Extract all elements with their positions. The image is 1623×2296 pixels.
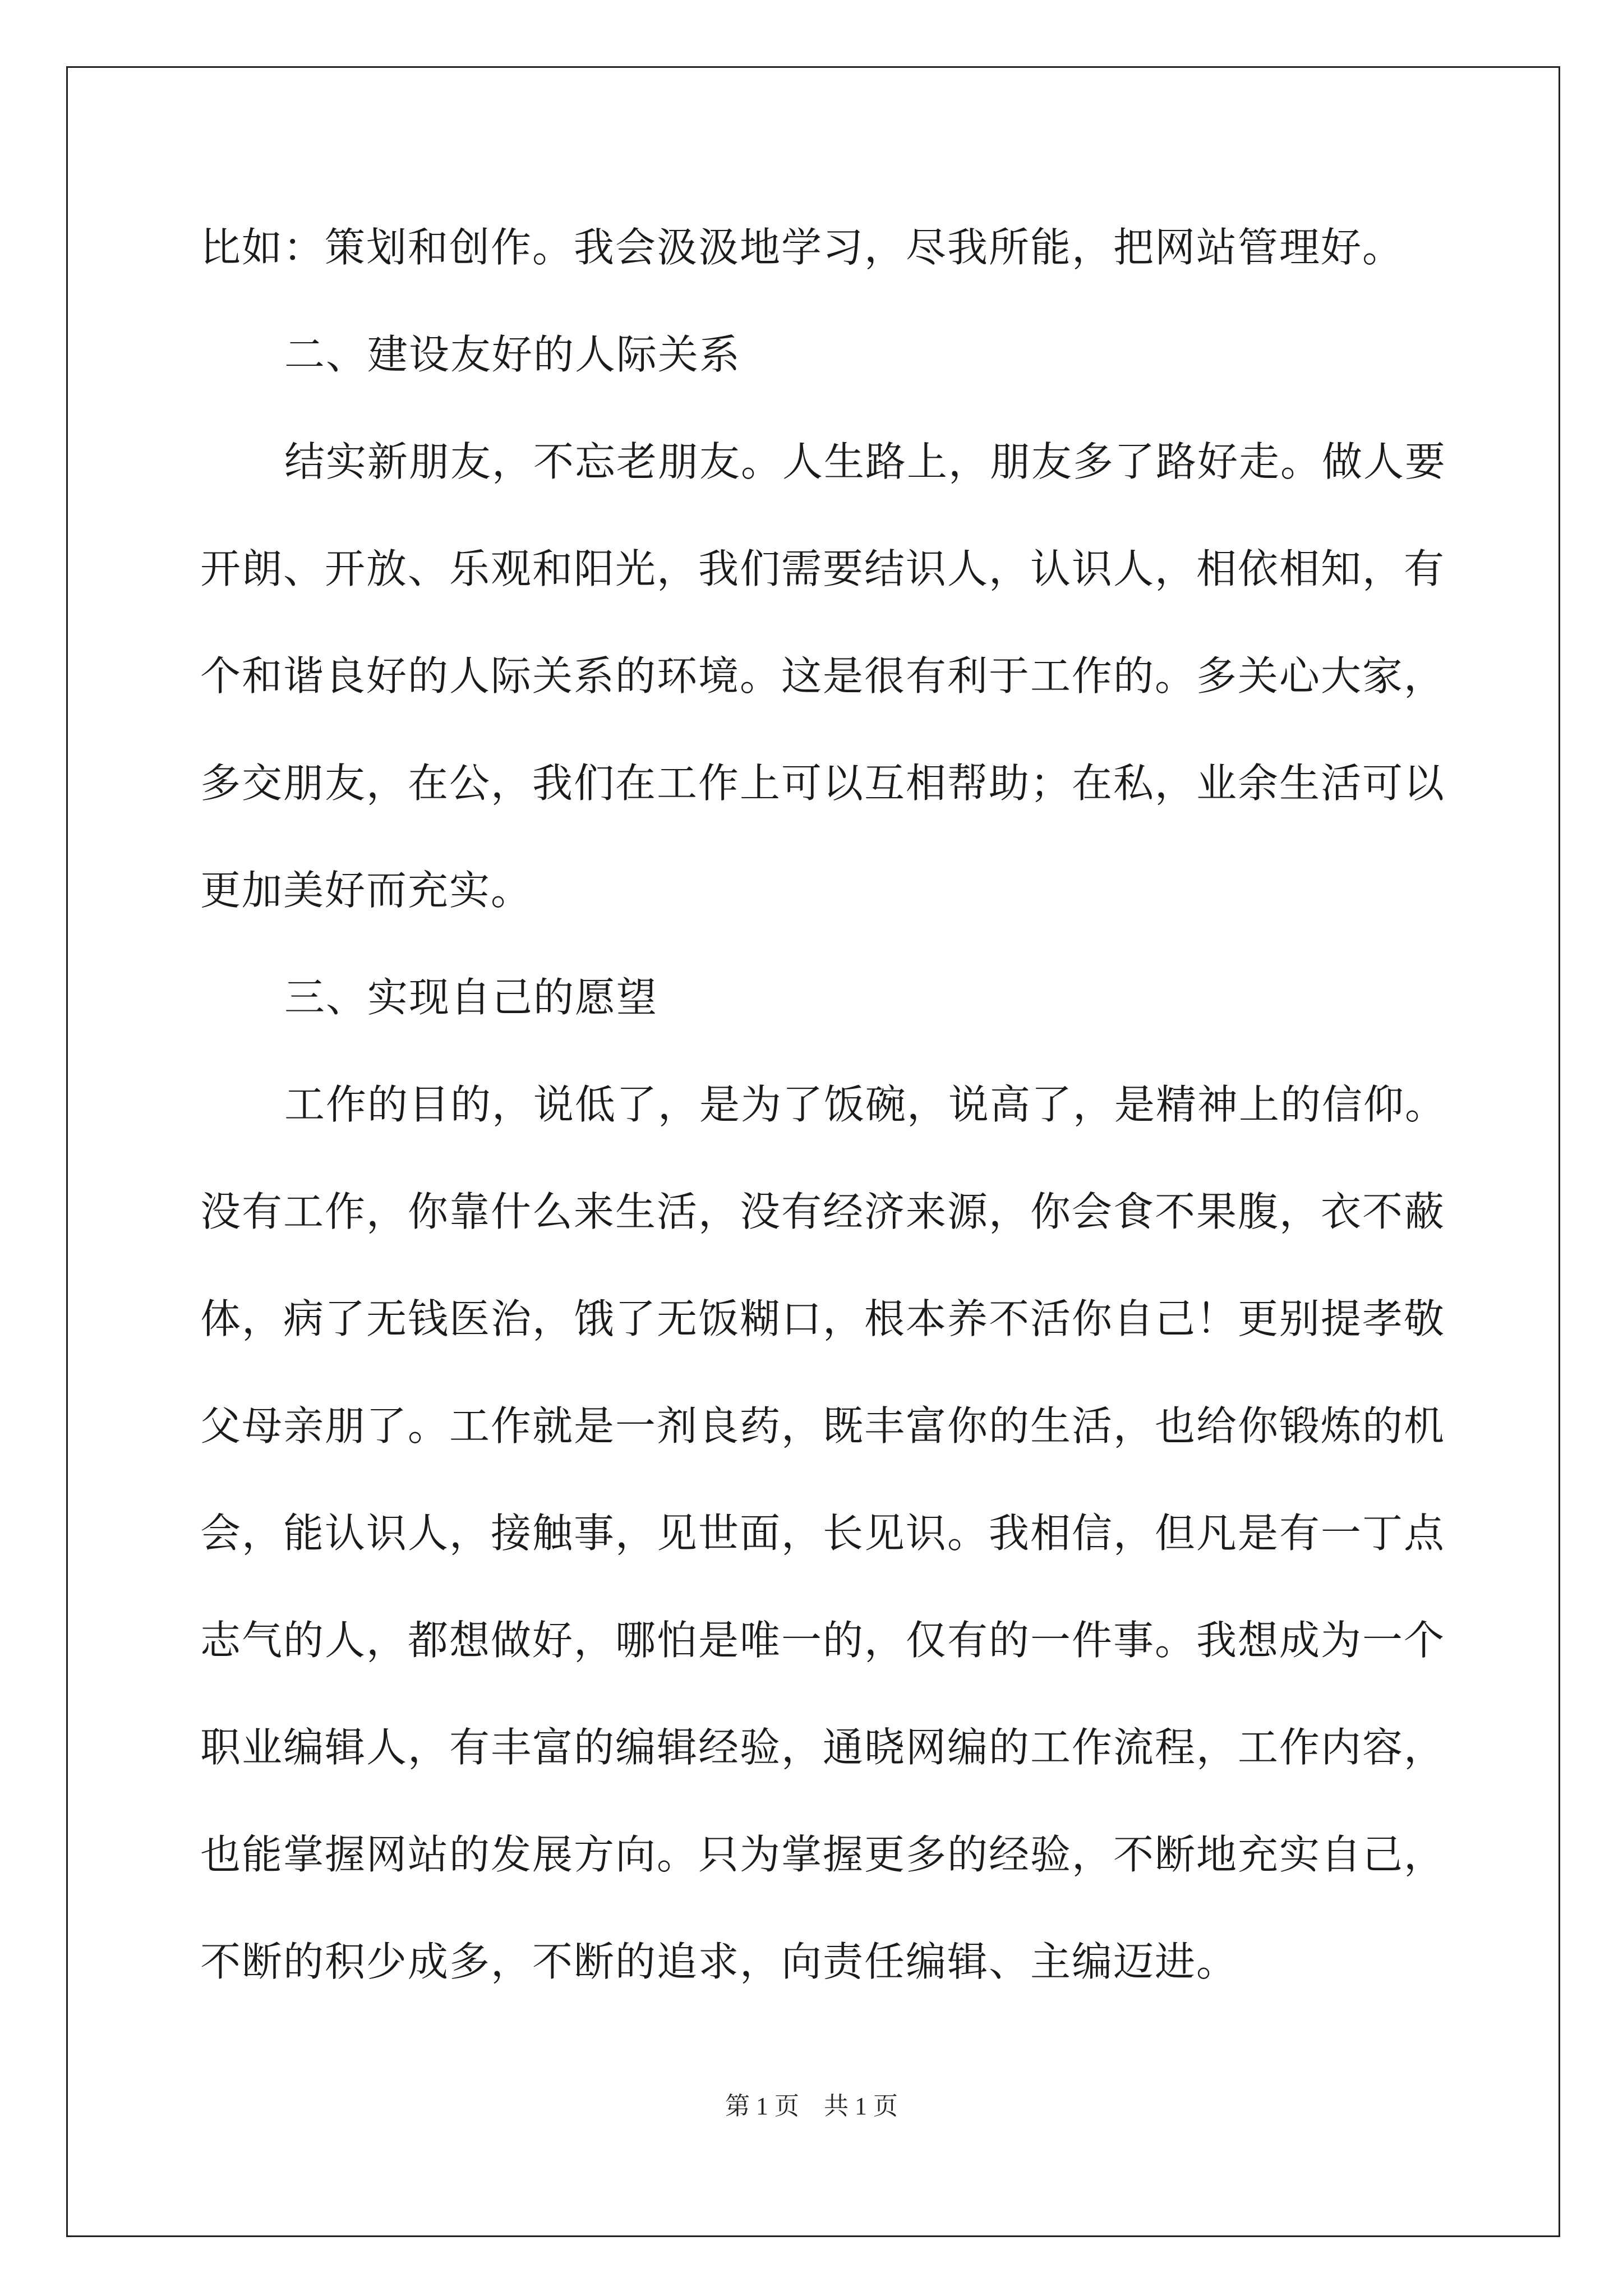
- paragraph-line: 不断的积少成多，不断的追求，向责任编辑、主编迈进。: [200, 1938, 1238, 1985]
- paragraph-line: 父母亲朋了。工作就是一剂良药，既丰富你的生活，也给你锻炼的机: [200, 1402, 1446, 1450]
- paragraph-line: 工作的目的，说低了，是为了饭碗，说高了，是精神上的信仰。: [284, 1081, 1447, 1128]
- page-number-footer: 第 1 页 共 1 页: [725, 2092, 898, 2120]
- paragraph-line: 比如：策划和创作。我会汲汲地学习，尽我所能，把网站管理好。: [200, 224, 1404, 271]
- paragraph-line: 个和谐良好的人际关系的环境。这是很有利于工作的。多关心大家，: [200, 652, 1446, 700]
- paragraph-line: 体，病了无钱医治，饿了无饭糊口，根本养不活你自己！更别提孝敬: [200, 1295, 1446, 1342]
- paragraph-line: 更加美好而充实。: [200, 867, 533, 914]
- paragraph-line: 职业编辑人，有丰富的编辑经验，通晓网编的工作流程，工作内容，: [200, 1724, 1446, 1771]
- page-border: [66, 66, 1560, 2237]
- paragraph-line: 开朗、开放、乐观和阳光，我们需要结识人，认识人，相依相知，有: [200, 545, 1446, 592]
- paragraph-line: 没有工作，你靠什么来生活，没有经济来源，你会食不果腹，衣不蔽: [200, 1188, 1446, 1235]
- paragraph-line: 会，能认识人，接触事，见世面，长见识。我相信，但凡是有一丁点: [200, 1510, 1446, 1557]
- paragraph-line: 结实新朋友，不忘老朋友。人生路上，朋友多了路好走。做人要: [284, 438, 1447, 485]
- paragraph-line: 多交朋友，在公，我们在工作上可以互相帮助；在私，业余生活可以: [200, 760, 1446, 807]
- section-heading: 三、实现自己的愿望: [284, 974, 658, 1021]
- paragraph-line: 志气的人，都想做好，哪怕是唯一的，仅有的一件事。我想成为一个: [200, 1617, 1446, 1664]
- section-heading: 二、建设友好的人际关系: [284, 331, 741, 378]
- paragraph-line: 也能掌握网站的发展方向。只为掌握更多的经验，不断地充实自己，: [200, 1831, 1446, 1878]
